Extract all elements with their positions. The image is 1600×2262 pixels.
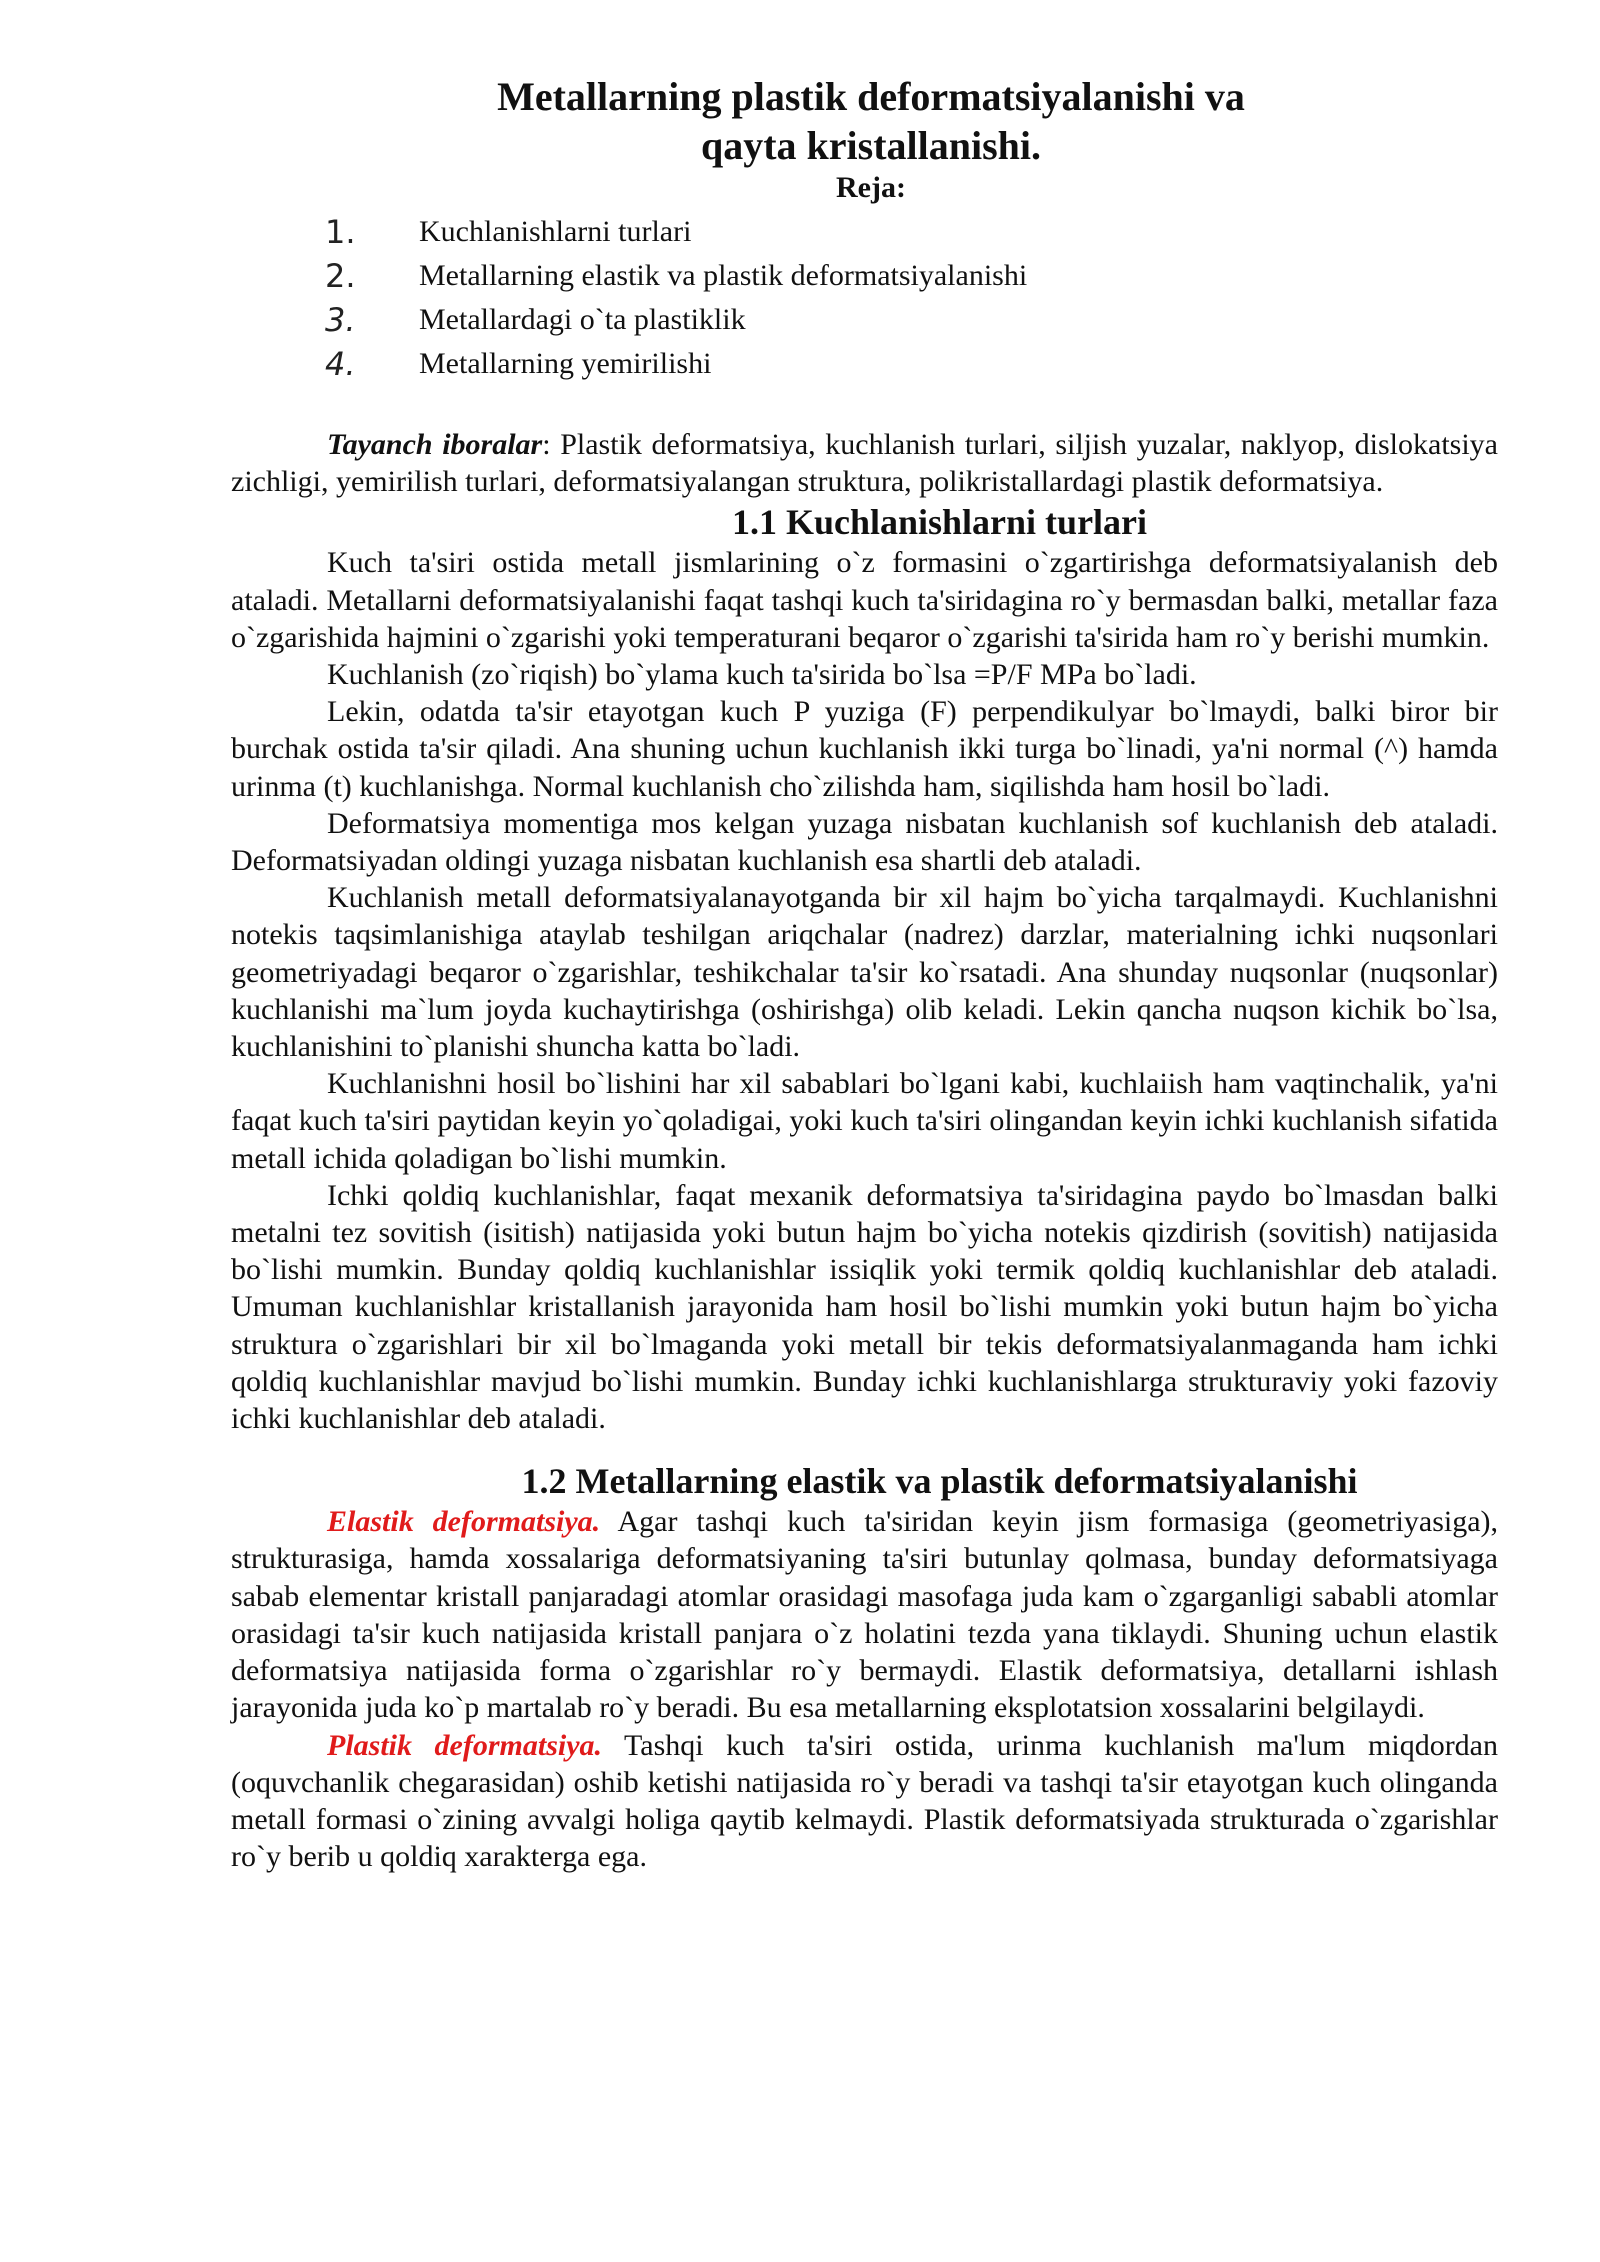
plan-list	[231, 210, 1498, 386]
paragraph: Lekin, odatda ta'sir etayotgan kuch P yuziga (F) perpendikulyar bo`lmaydi, balki biror bir burchak ostida ta'sir qiladi. Ana shuning uchun kuchlanish ikki turga bo`linadi, ya'ni normal (^) hamda urinma (t) kuchlanishga. Normal kuchlanish cho`zilishda ham, siqilishda ham hosil bo`ladi.	[231, 695, 1498, 803]
plan-item-number: 4.	[325, 345, 356, 383]
keywords-text: : Plastik deformatsiya, kuchlanish turlari, siljish yuzalar, naklyop, dislokatsiya zichligi, yemirilish turlari, deformatsiyalangan struktura, polikristallardagi plastik deformatsiya.	[231, 428, 1498, 499]
plastic-paragraph	[231, 1727, 1498, 1876]
keywords-label: Tayanch iboralar	[327, 428, 543, 461]
section-heading: 1.1 Kuchlanishlarni turlari	[731, 502, 1148, 543]
plan-heading: Reja:	[836, 171, 906, 204]
document-title: Metallarning plastik deformatsiyalanishi va qayta kristallanishi.	[497, 74, 1245, 168]
plan-item	[231, 342, 1498, 386]
plan-item	[231, 298, 1498, 342]
elastic-text: Agar tashqi kuch ta'siridan keyin jism formasiga (geometriyasiga), strukturasiga, hamda xossalariga deformatsiyaning ta'siri butunlay qolmasa, bunday deformatsiyaga sabab elementar kristall panjaradagi atomlar orasidagi masofaga juda kam o`zgarganligi sababli atomlar orasidagi ta'sir kuch natijasida kristall panjara o`z holatini tezda yana tiklaydi. Shuning uchun elastik deformatsiya natijasida forma o`zgarishlar ro`y bermaydi. Elastik deformatsiya, detallarni ishlash jarayonida juda ko`p martalab ro`y beradi. Bu esa metallarning eksplotatsion xossalarini belgilaydi.	[231, 1505, 1499, 1725]
elastic-term: Elastik deformatsiya.	[327, 1505, 601, 1539]
paragraph: Deformatsiya momentiga mos kelgan yuzaga nisbatan kuchlanish sof kuchlanish deb ataladi. Deformatsiyadan oldingi yuzaga nisbatan kuchlanish esa shartli deb ataladi.	[231, 806, 1498, 878]
paragraph: Kuchlanish metall deformatsiyalanayotganda bir xil hajm bo`yicha tarqalmaydi. Kuchlanishni notekis taqsimlanishiga ataylab teshilgan ariqchalar (nadrez) darzlar, materialning ichki nuqsonlari geometriyadagi beqaror o`zgarishlar, teshikchalar ta'sir ko`rsatadi. Ana shunday nuqsonlar (nuqsonlar) kuchlanishi ma`lum joyda kuchaytirishga (oshirishga) olib keladi. Lekin qancha nuqson kichik bo`lsa, kuchlanishini to`planishi shuncha katta bo`ladi.	[231, 881, 1498, 1064]
paragraph: Ichki qoldiq kuchlanishlar, faqat mexanik deformatsiya ta'siridagina paydo bo`lmasdan balki metalni tez sovitish (isitish) natijasida yoki butun hajm bo`yicha notekis qizdirish (sovitish) natijasida bo`lishi mumkin. Bunday qoldiq kuchlanishlar issiqlik yoki termik qoldiq kuchlanishlar deb ataladi. Umuman kuchlanishlar kristallanish jarayonida ham hosil bo`lishi mumkin yoki butun hajm bo`yicha struktura o`zgarishlari bir xil bo`lmaganda yoki metall bir tekis deformatsiyalanmaganda ham ichki qoldiq kuchlanishlar mavjud bo`lishi mumkin. Bunday ichki kuchlanishlarga strukturaviy yoki fazoviy ichki kuchlanishlar deb ataladi.	[231, 1178, 1498, 1436]
keywords-paragraph	[231, 426, 1498, 500]
paragraph: Kuch ta'siri ostida metall jismlarining o`z formasini o`zgartirishga deformatsiyalanish deb ataladi. Metallarni deformatsiyalanishi faqat tashqi kuch ta'siridagina ro`y bermasdan balki, metallar faza o`zgarishida hajmini o`zgarishi yoki temperaturani beqaror o`zgarishi ta'sirida ham ro`y berishi mumkin.	[231, 546, 1498, 654]
plastic-term: Plastik deformatsiya.	[327, 1728, 603, 1762]
plan-item-number: 1.	[325, 213, 356, 251]
spacer	[231, 1437, 1498, 1459]
plan-item	[231, 210, 1498, 254]
elastic-paragraph	[231, 1503, 1498, 1726]
plan-item	[231, 254, 1498, 298]
plan-item-text: Metallarning yemirilishi	[419, 347, 712, 380]
plan-item-number: 2.	[325, 257, 356, 295]
paragraph: Kuchlanish (zo`riqish) bo`ylama kuch ta'sirida bo`lsa =P/F MPa bo`ladi.	[327, 658, 1197, 692]
plan-item-text: Metallardagi o`ta plastiklik	[419, 303, 746, 336]
plan-item-number: 3.	[325, 301, 356, 339]
page-content	[231, 72, 1498, 1875]
plan-item-text: Kuchlanishlarni turlari	[419, 215, 692, 248]
paragraph: Kuchlanishni hosil bo`lishini har xil sabablari bo`lgani kabi, kuchlaiish ham vaqtinchalik, ya'ni faqat kuch ta'siri paytidan keyin yo`qoladigai, yoki kuch ta'siri olingandan keyin ichki kuchlanish sifatida metall ichida qoladigan bo`lishi mumkin.	[231, 1067, 1498, 1175]
plastic-text: Tashqi kuch ta'siri ostida, urinma kuchlanish ma'lum miqdordan (oquvchanlik chegarasidan) oshib ketishi natijasida ro`y beradi va tashqi ta'sir etayotgan kuch olinganda metall formasi o`zining avvalgi holiga qaytib kelmaydi. Plastik deformatsiyada strukturada o`zgarishlar ro`y berib u qoldiq xarakterga ega.	[231, 1728, 1498, 1874]
section-heading: 1.2 Metallarning elastik va plastik deformatsiyalanishi	[521, 1461, 1358, 1502]
plan-item-text: Metallarning elastik va plastik deformatsiyalanishi	[419, 259, 1028, 292]
